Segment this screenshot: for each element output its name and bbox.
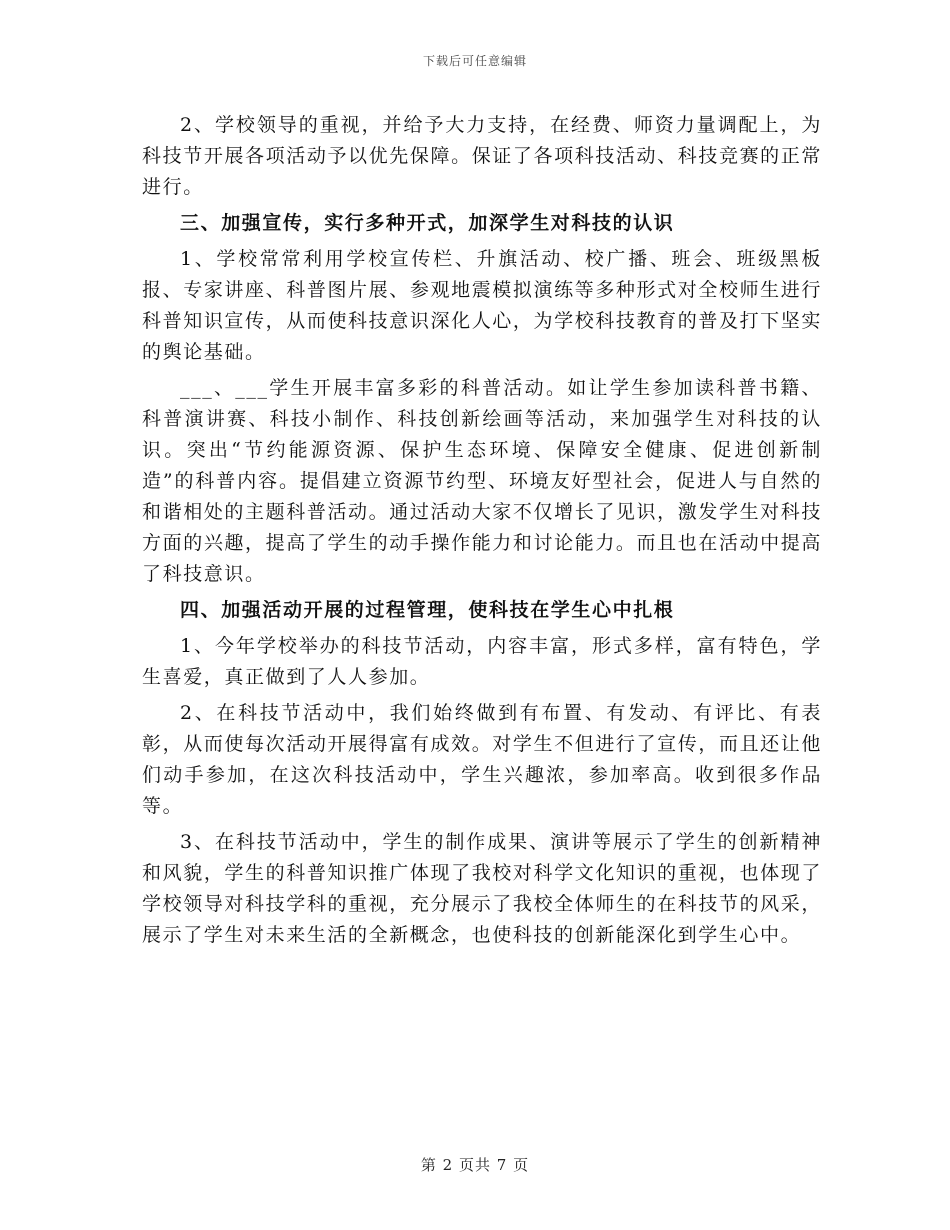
paragraph-science-activities: ___、___学生开展丰富多彩的科普活动。如让学生参加读科普书籍、科普演讲赛、科技小制作、科技创新绘画等活动，来加强学生对科技的认识。突出“节约能源资源、保护生态环境、保障安全健康、促进创新制造”的科普内容。提倡建立资源节约型、环境友好型社会，促进人与自然的和谐相处的主题科普活动。通过活动大家不仅增长了见识，激发学生对科技方面的兴趣，提高了学生的动手操作能力和讨论能力。而且也在活动中提高了科技意识。 (142, 377, 822, 585)
paragraph-achievements: 3、在科技节活动中，学生的制作成果、演讲等展示了学生的创新精神和风貌，学生的科普知识推广体现了我校对科学文化知识的重视，也体现了学校领导对科技学科的重视，充分展示了我校全体师生的在科技节的风采，展示了学生对未来生活的全新概念，也使科技的创新能深化到学生心中。 (142, 831, 822, 946)
section-heading-4: 四、加强活动开展的过程管理，使科技在学生心中扎根 (180, 599, 675, 621)
page-number: 第 2 页共 7 页 (420, 1156, 530, 1174)
section-heading-3: 三、加强宣传，实行多种开式，加深学生对科技的认识 (180, 212, 675, 234)
document-body (142, 110, 822, 956)
paragraph-leadership-support: 2、学校领导的重视，并给予大力支持，在经费、师资力量调配上，为科技节开展各项活动予以优先保障。保证了各项科技活动、科技竞赛的正常进行。 (142, 114, 822, 198)
page-header: 下载后可任意编辑 (422, 54, 527, 68)
paragraph-publicity: 1、学校常常利用学校宣传栏、升旗活动、校广播、班会、班级黑板报、专家讲座、科普图片展、参观地震模拟演练等多种形式对全校师生进行科普知识宣传，从而使科技意识深化人心，为学校科技教育的普及打下坚实的舆论基础。 (142, 248, 822, 363)
paragraph-process-management: 2、在科技节活动中，我们始终做到有布置、有发动、有评比、有表彰，从而使每次活动开展得富有成效。对学生不但进行了宣传，而且还让他们动手参加，在这次科技活动中，学生兴趣浓，参加率高。收到很多作品等。 (142, 702, 822, 817)
paragraph-festival-content: 1、今年学校举办的科技节活动，内容丰富，形式多样，富有特色，学生喜爱，真正做到了人人参加。 (142, 635, 822, 688)
